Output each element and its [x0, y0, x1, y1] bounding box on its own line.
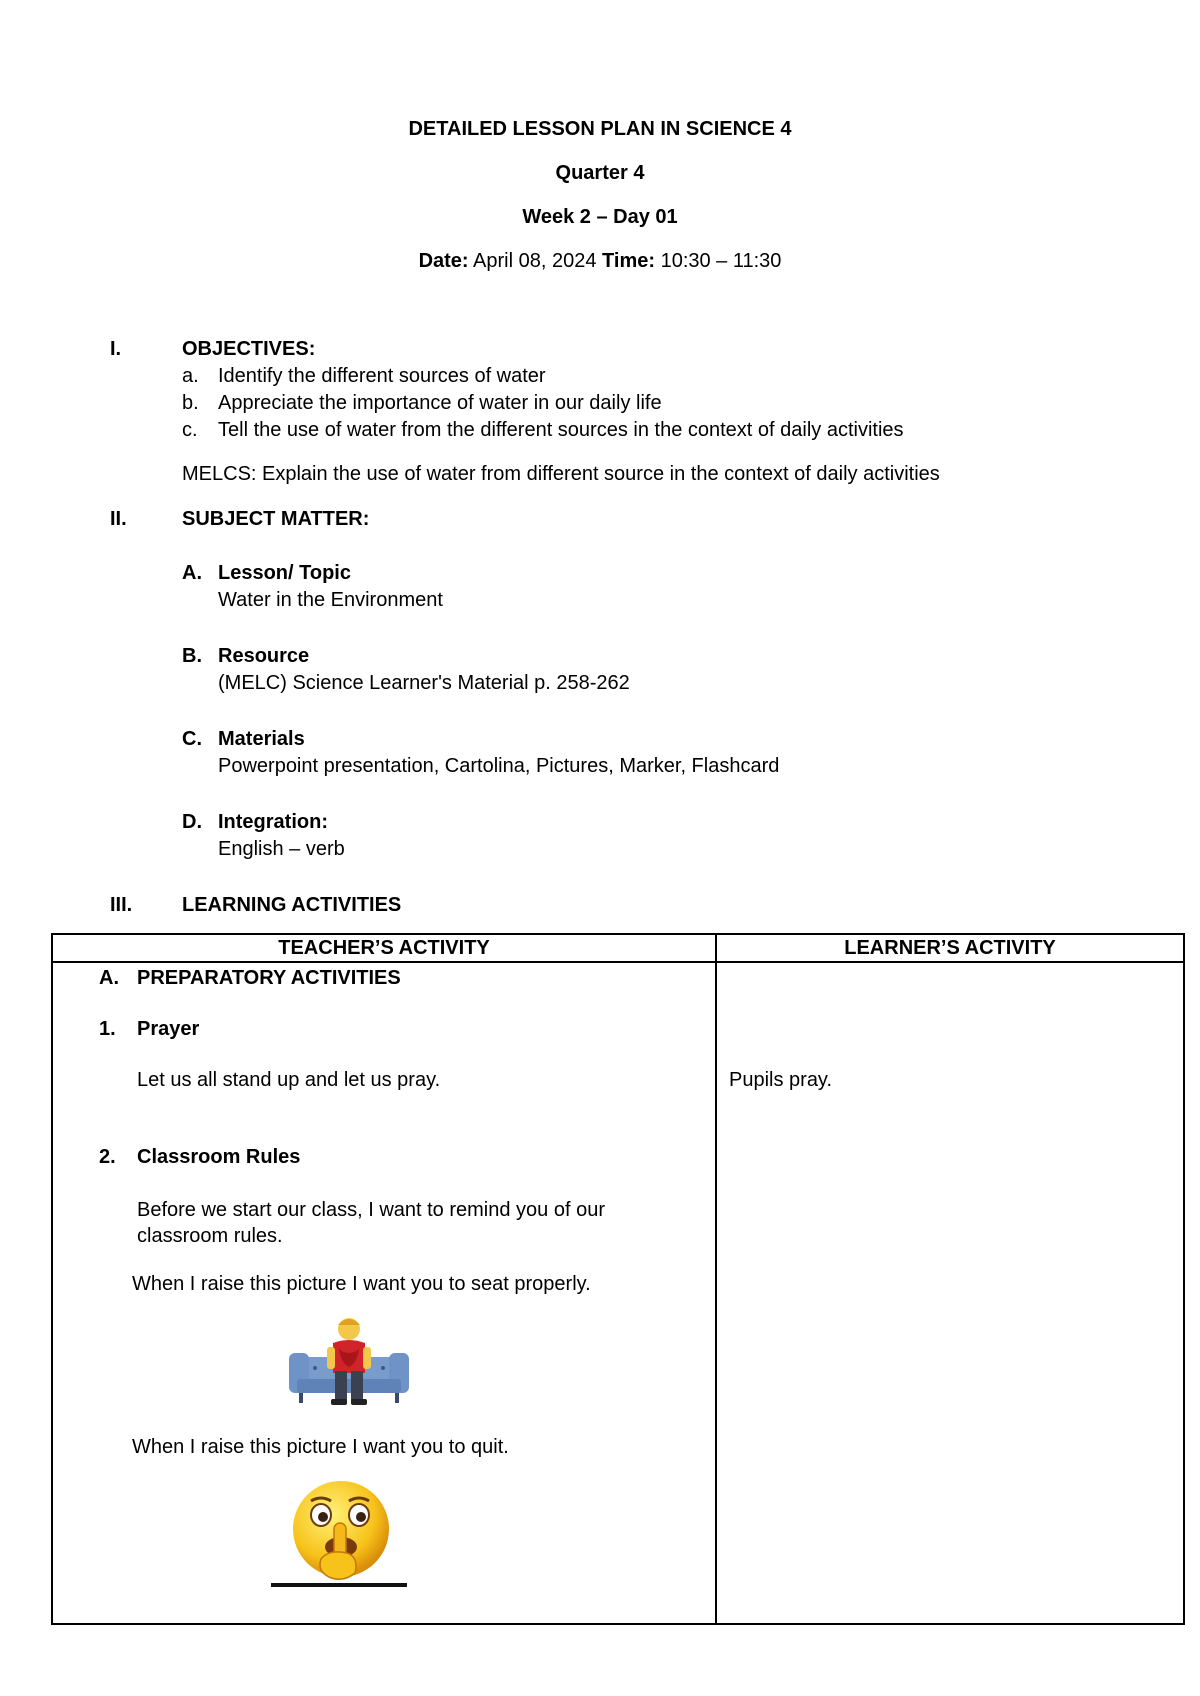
- learner-activity-header: LEARNER’S ACTIVITY: [716, 934, 1184, 962]
- date-time-line: [0, 250, 1200, 273]
- topic-body: Water in the Environment: [218, 589, 443, 611]
- quarter-label: Quarter 4: [555, 162, 645, 184]
- objective-letter: a.: [182, 365, 199, 387]
- topic-letter: A.: [182, 562, 202, 584]
- date-label: Date:: [418, 250, 469, 272]
- integration-title: Integration:: [218, 811, 328, 833]
- melcs-statement: MELCS: Explain the use of water from different source in the context of daily activities: [182, 463, 940, 485]
- learning-activities-numeral: III.: [110, 894, 133, 916]
- rules-number: 2.: [99, 1146, 116, 1168]
- materials-body: Powerpoint presentation, Cartolina, Pictures, Marker, Flashcard: [218, 755, 780, 777]
- rule-quiet: When I raise this picture I want you to quit.: [132, 1436, 509, 1458]
- learning-activities-heading: LEARNING ACTIVITIES: [182, 894, 402, 916]
- objective-text: Appreciate the importance of water in our daily life: [218, 392, 662, 414]
- topic-title: Lesson/ Topic: [218, 562, 351, 584]
- week-day-label: Week 2 – Day 01: [522, 206, 678, 228]
- rules-title: Classroom Rules: [137, 1146, 301, 1168]
- time-value: 10:30 – 11:30: [655, 250, 782, 272]
- lesson-plan-title: DETAILED LESSON PLAN IN SCIENCE 4: [408, 118, 792, 140]
- section-title: PREPARATORY ACTIVITIES: [137, 967, 401, 989]
- shushing-face-icon: [271, 1479, 411, 1587]
- subject-matter-heading: SUBJECT MATTER:: [182, 508, 370, 530]
- prayer-number: 1.: [99, 1018, 116, 1040]
- objective-text: Tell the use of water from the different sources in the context of daily activities: [218, 419, 904, 441]
- learner-activity-cell: [716, 962, 1184, 1624]
- rules-instruction: Before we start our class, I want to remind you of our classroom rules.: [137, 1199, 605, 1247]
- materials-letter: C.: [182, 728, 202, 750]
- resource-letter: B.: [182, 645, 202, 667]
- teacher-activity-cell: [52, 962, 716, 1624]
- integration-letter: D.: [182, 811, 202, 833]
- teacher-activity-header: TEACHER’S ACTIVITY: [52, 934, 716, 962]
- subject-matter-numeral: II.: [110, 508, 127, 530]
- prayer-instruction: Let us all stand up and let us pray.: [137, 1069, 441, 1091]
- learner-prayer-response: Pupils pray.: [729, 1069, 833, 1091]
- person-on-sofa-icon: [285, 1313, 413, 1409]
- objectives-numeral: I.: [110, 338, 122, 360]
- objective-text: Identify the different sources of water: [218, 365, 546, 387]
- resource-title: Resource: [218, 645, 310, 667]
- prayer-title: Prayer: [137, 1018, 200, 1040]
- time-label: Time:: [602, 250, 656, 272]
- resource-body: (MELC) Science Learner's Material p. 258-262: [218, 672, 630, 694]
- integration-body: English – verb: [218, 838, 345, 860]
- section-letter: A.: [99, 967, 119, 989]
- learning-activities-table: [51, 933, 1185, 1625]
- objective-letter: c.: [182, 419, 198, 441]
- materials-title: Materials: [218, 728, 305, 750]
- objective-letter: b.: [182, 392, 199, 414]
- rule-seat-properly: When I raise this picture I want you to seat properly.: [132, 1273, 591, 1295]
- objectives-heading: OBJECTIVES:: [182, 338, 316, 360]
- date-value: April 08, 2024: [468, 250, 603, 272]
